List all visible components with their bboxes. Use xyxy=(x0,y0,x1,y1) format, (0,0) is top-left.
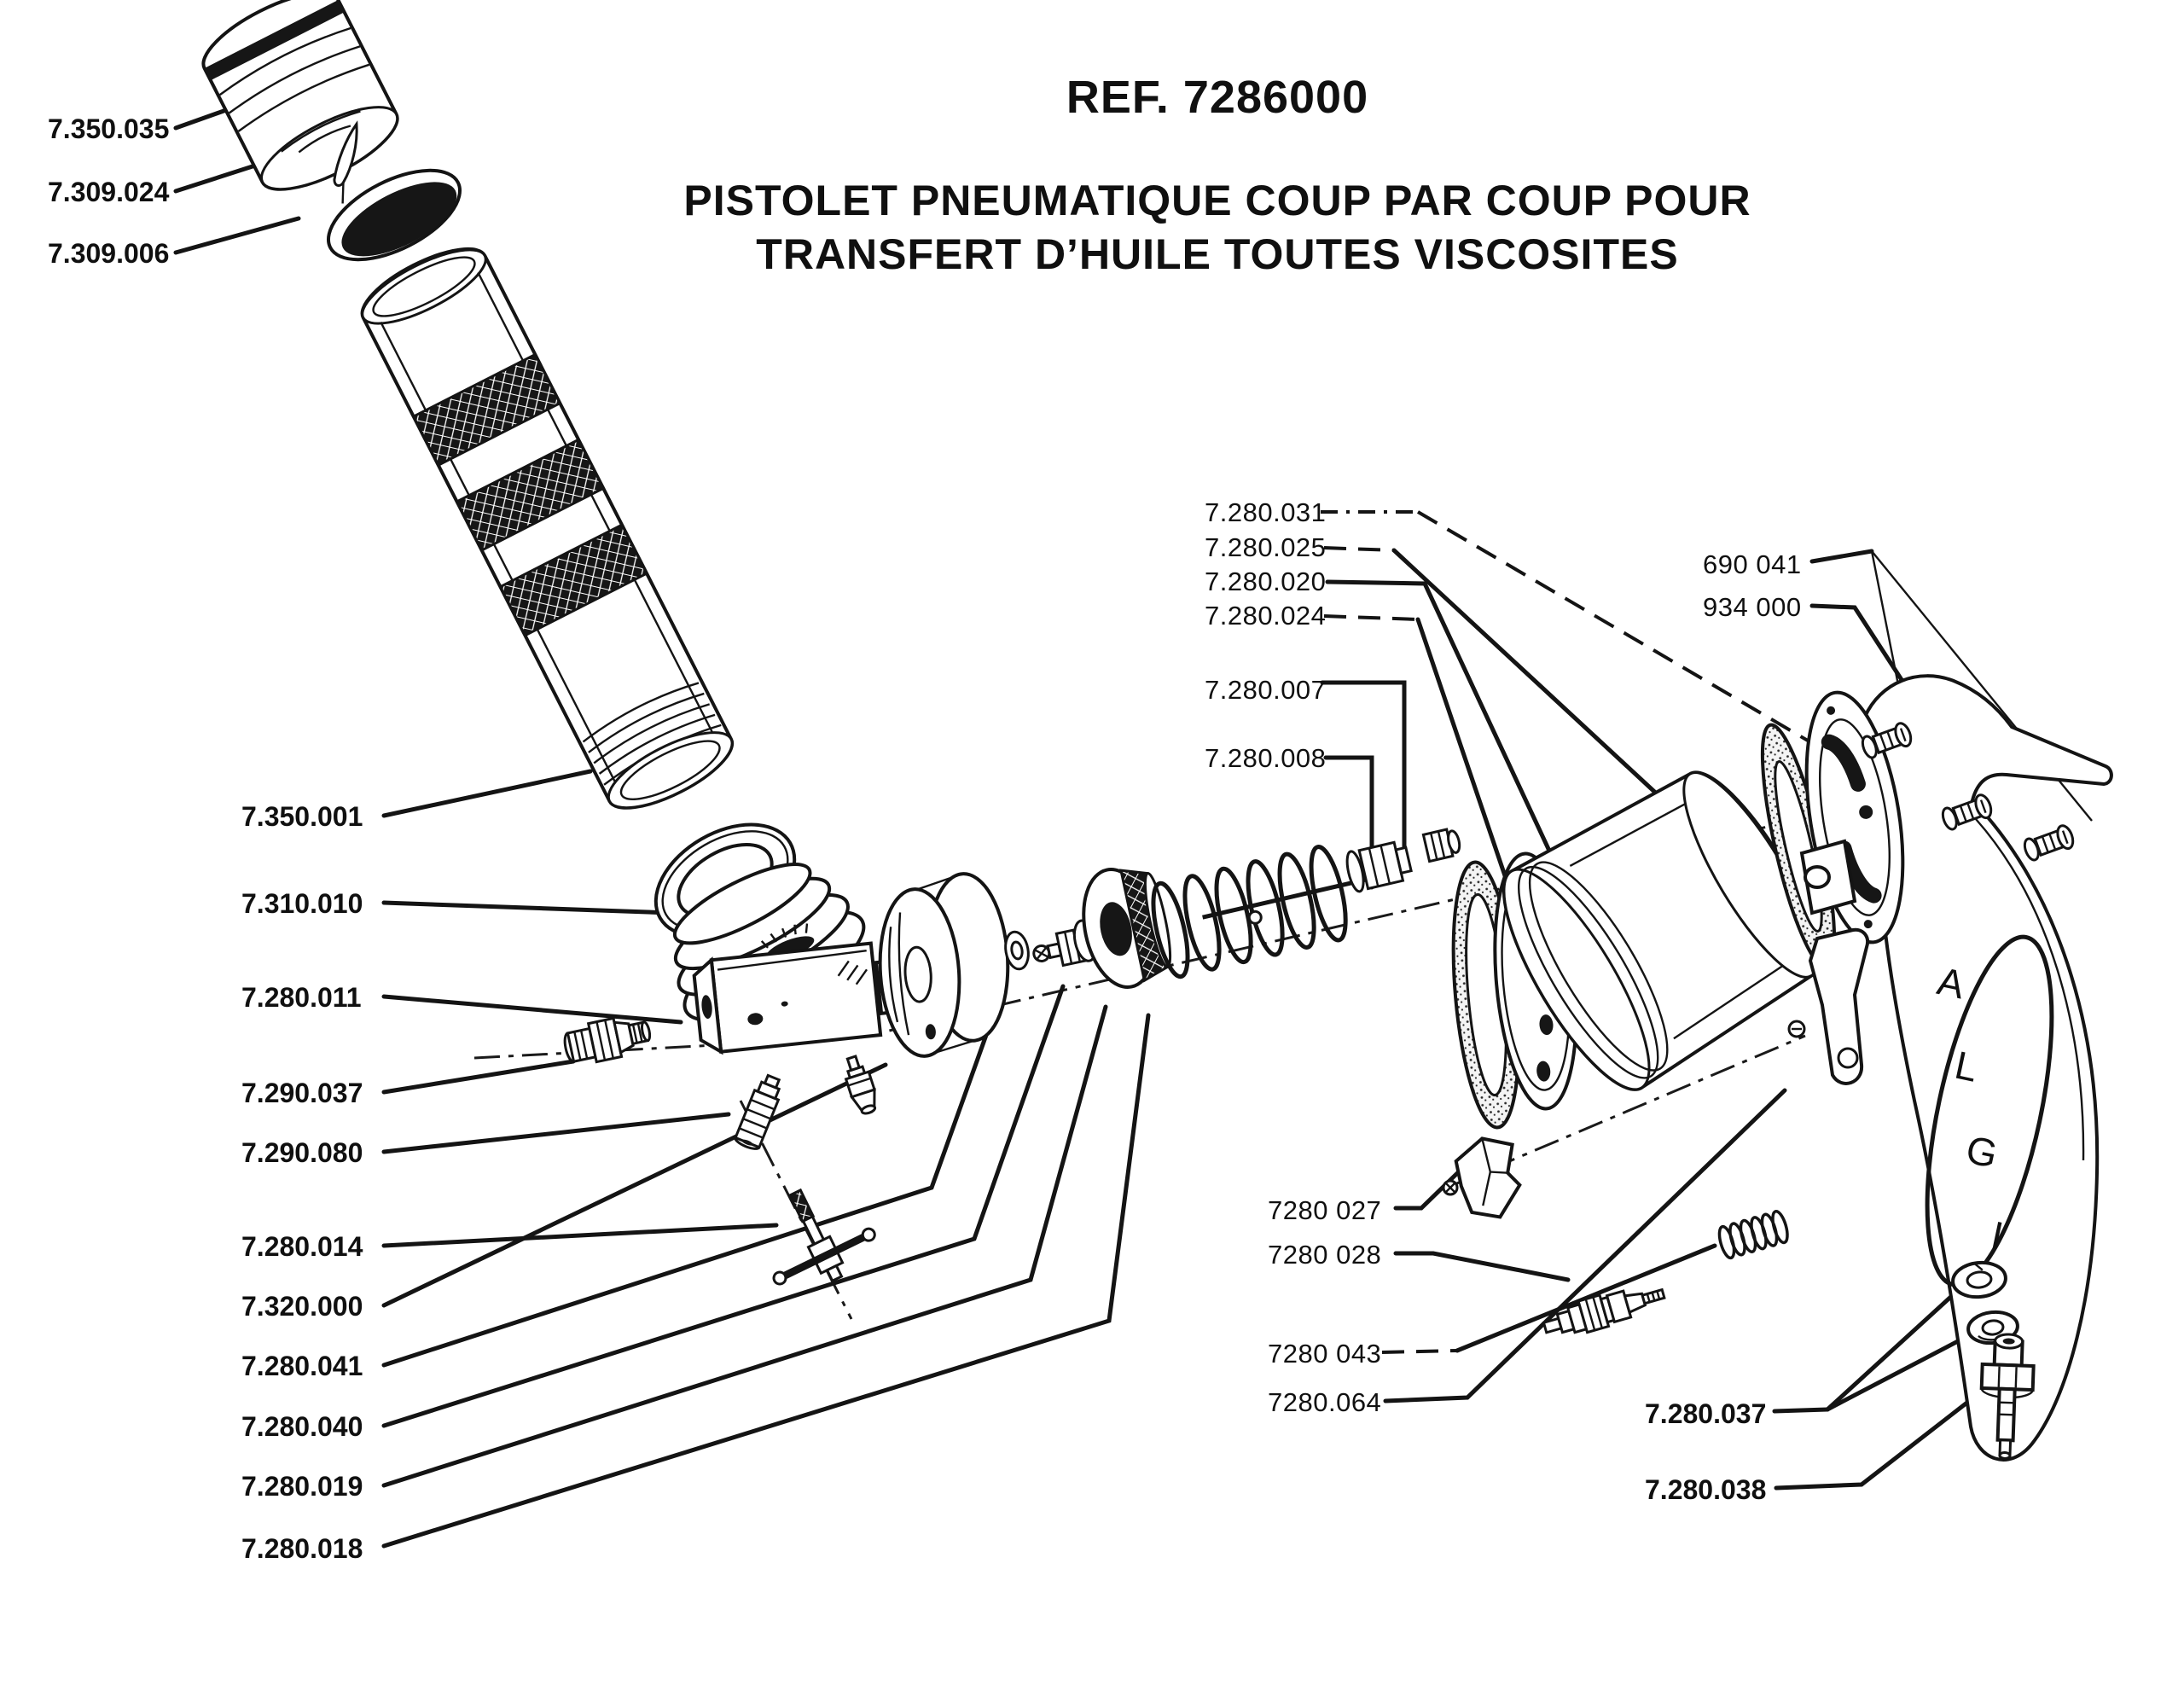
part-flanged-guide xyxy=(1062,860,1178,997)
label-690041: 690 041 xyxy=(1703,549,1802,579)
label-7280014: 7.280.014 xyxy=(241,1231,363,1262)
part-pawl xyxy=(1443,1134,1524,1222)
part-t-handle-pin xyxy=(744,1169,886,1304)
grip-brand-letter-a: A xyxy=(1933,958,1971,1008)
label-7280007: 7.280.007 xyxy=(1205,675,1327,705)
part-body-block xyxy=(693,944,880,1054)
diagram-ref-number: REF. 7286000 xyxy=(1066,72,1369,123)
label-7350001: 7.350.001 xyxy=(241,801,363,832)
label-7280027: 7280 027 xyxy=(1268,1195,1382,1225)
label-7290037: 7.290.037 xyxy=(241,1078,363,1108)
label-7280040: 7.280.040 xyxy=(241,1411,363,1442)
label-7280008: 7.280.008 xyxy=(1205,743,1327,773)
part-small-spring xyxy=(1716,1210,1790,1259)
label-7350035: 7.350.035 xyxy=(48,113,170,144)
label-7280038: 7.280.038 xyxy=(1645,1474,1767,1505)
label-7280018: 7.280.018 xyxy=(241,1533,363,1564)
label-934000: 934 000 xyxy=(1703,592,1802,622)
part-canister-tube xyxy=(352,235,742,822)
part-lock-bolt xyxy=(1423,828,1461,862)
label-7320000: 7.320.000 xyxy=(241,1291,363,1322)
part-labels xyxy=(48,113,1802,1564)
label-7280024: 7.280.024 xyxy=(1205,601,1327,631)
label-7280041: 7.280.041 xyxy=(241,1351,363,1381)
label-7309006: 7.309.006 xyxy=(48,238,170,269)
part-piston-disc xyxy=(874,871,1014,1059)
diagram-title-line2: TRANSFERT D’HUILE TOUTES VISCOSITES xyxy=(756,230,1679,278)
label-7280043: 7280 043 xyxy=(1268,1339,1382,1369)
part-screw-set-3 xyxy=(2022,823,2076,863)
label-7280020: 7.280.020 xyxy=(1205,567,1327,596)
label-7280025: 7.280.025 xyxy=(1205,532,1327,562)
label-7280031: 7.280.031 xyxy=(1205,497,1327,527)
label-7280037: 7.280.037 xyxy=(1645,1398,1767,1429)
grip-brand-letter-l: L xyxy=(1951,1042,1984,1091)
grip-brand-letter-g: G xyxy=(1962,1126,2003,1177)
label-7290080: 7.290.080 xyxy=(241,1137,363,1168)
grip-brand-letter-i: I xyxy=(1987,1212,2009,1258)
label-7280028: 7280 028 xyxy=(1268,1240,1382,1270)
part-spring-seat-nut xyxy=(1344,840,1413,893)
label-7280064: 7280.064 xyxy=(1268,1387,1382,1417)
label-7280019: 7.280.019 xyxy=(241,1471,363,1502)
label-7280011: 7.280.011 xyxy=(241,982,362,1013)
label-7309024: 7.309.024 xyxy=(48,177,170,207)
diagram-title-line1: PISTOLET PNEUMATIQUE COUP PAR COUP POUR xyxy=(683,177,1751,224)
part-head-clamp xyxy=(1802,841,1855,913)
part-knurled-stud xyxy=(734,1072,785,1151)
label-7310010: 7.310.010 xyxy=(241,888,363,919)
